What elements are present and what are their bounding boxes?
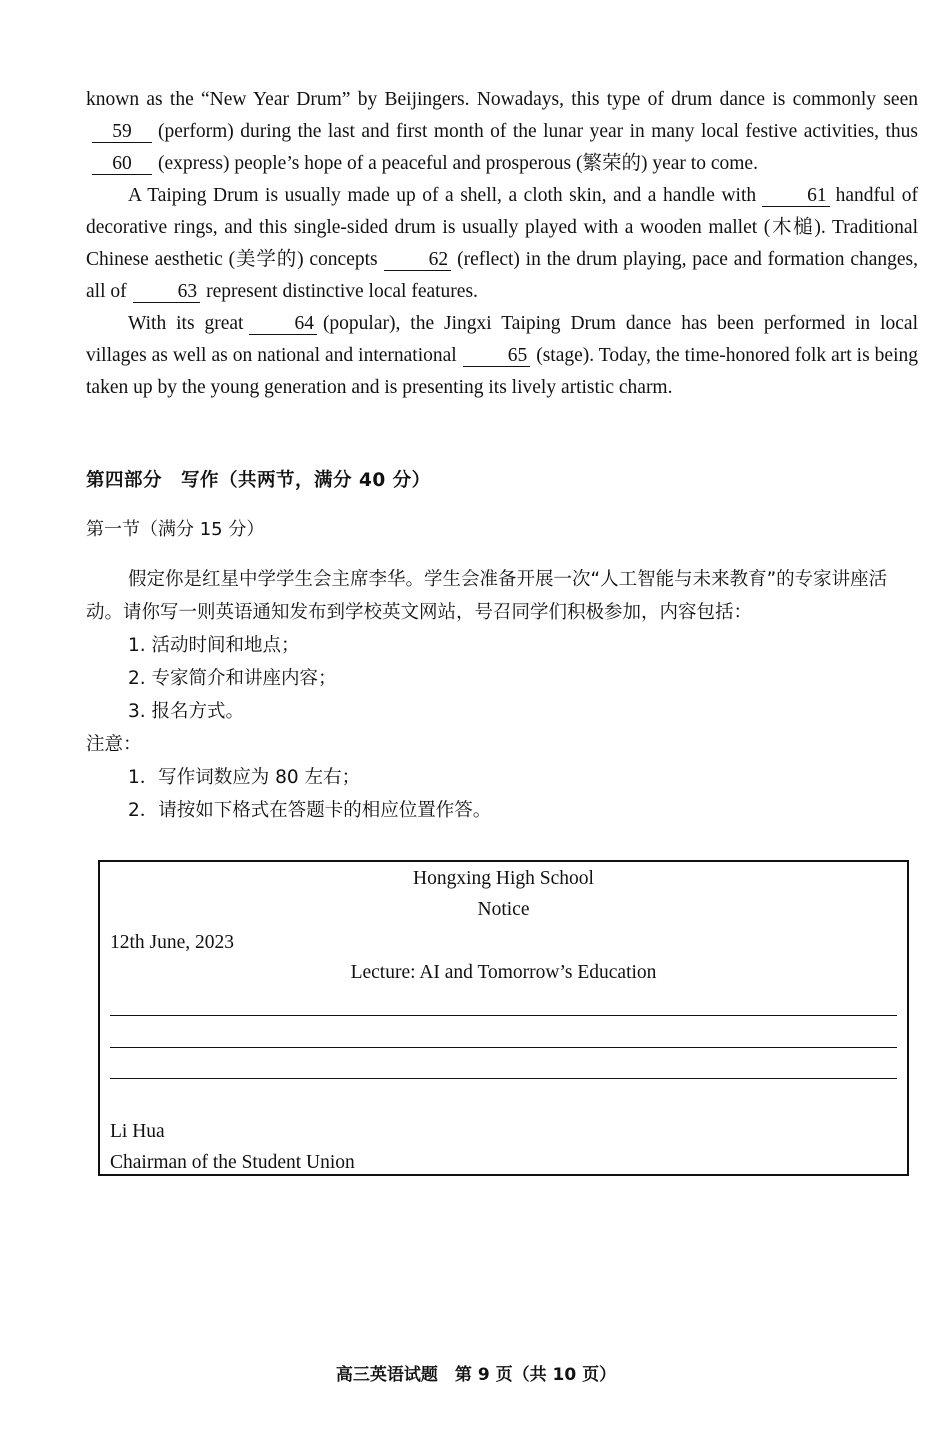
passage-paragraph-3 [86, 308, 918, 404]
page-footer: 高三英语试题 第 9 页（共 10 页） [335, 1365, 617, 1385]
passage-text: represent distinctive local features. [206, 281, 478, 302]
answer-format-box [98, 860, 909, 1176]
blank-59: 59 [92, 122, 152, 143]
passage-paragraph-2 [86, 180, 918, 308]
task-intro: 假定你是红星中学学生会主席李华。学生会准备开展一次“人工智能与未来教育”的专家讲座活动。请你写一则英语通知发布到学校英文网站，号召同学们积极参加，内容包括： [86, 569, 888, 623]
passage-paragraph-1 [86, 84, 918, 180]
passage-text: With its great [128, 313, 244, 334]
section-heading: 第四部分 写作（共两节，满分 40 分） [86, 470, 431, 491]
blank-65: 65 [463, 346, 531, 367]
note-label: 注意： [86, 734, 142, 755]
passage-text: (popular), the Jingxi Taiping Drum dance has been performed in local villages as well as on national and international [86, 313, 918, 366]
reading-passage [86, 84, 918, 404]
passage-text: known as the “New Year Drum” by Beijingers. Nowadays, this type of drum dance is commonly seen [86, 89, 918, 110]
writing-task [86, 563, 918, 827]
signature-name: Li Hua [110, 1121, 165, 1142]
task-item: 3. 报名方式。 [128, 701, 245, 722]
passage-text: (perform) during the last and first month of the lunar year in many local festive activities, thus [158, 121, 918, 142]
writing-line [110, 1015, 897, 1016]
notice-date: 12th June, 2023 [110, 932, 235, 953]
signature-position: Chairman of the Student Union [110, 1152, 355, 1173]
passage-text: (express) people’s hope of a peaceful and prosperous (繁荣的) year to come. [158, 153, 758, 174]
notice-title: Notice [477, 899, 530, 920]
blank-64: 64 [249, 314, 317, 335]
passage-text: (stage). Today, the time-honored folk art is being taken up by the young generation and is presenting its lively artistic charm. [86, 345, 918, 398]
task-item: 2. 专家简介和讲座内容； [128, 668, 337, 689]
writing-line [110, 1047, 897, 1048]
task-item: 1. 活动时间和地点； [128, 635, 300, 656]
school-name: Hongxing High School [413, 868, 594, 889]
passage-text: handful of decorative rings, and this single-sided drum is usually played with a wooden mallet (木槌). Traditional Chinese aesthetic (美学的) concepts [86, 185, 919, 270]
blank-63: 63 [133, 282, 201, 303]
passage-text: (reflect) in the drum playing, pace and formation changes, all of [86, 249, 918, 302]
blank-60: 60 [92, 154, 152, 175]
note-item: 1．写作词数应为 80 左右； [128, 767, 361, 788]
note-item: 2．请按如下格式在答题卡的相应位置作答。 [128, 800, 492, 821]
blank-62: 62 [384, 250, 452, 271]
blank-61: 61 [762, 186, 830, 207]
lecture-title: Lecture: AI and Tomorrow’s Education [350, 962, 657, 983]
subsection-heading: 第一节（满分 15 分） [86, 519, 265, 540]
passage-text: A Taiping Drum is usually made up of a shell, a cloth skin, and a handle with [128, 185, 757, 206]
writing-line [110, 1078, 897, 1079]
